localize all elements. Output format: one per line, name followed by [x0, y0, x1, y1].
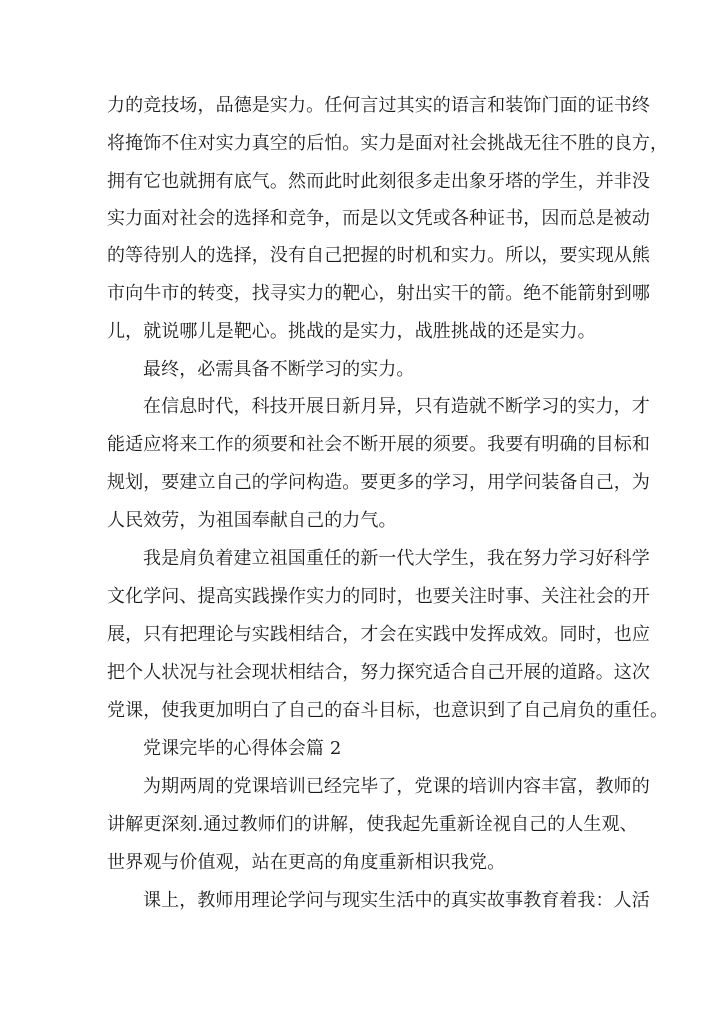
paragraph-line: 世界观与价值观，站在更高的角度重新相识我党。: [107, 852, 506, 873]
paragraph-line: 实力面对社会的选择和竞争，而是以文凭或各种证书，因而总是被动: [107, 208, 650, 229]
paragraph-line: 人民效劳，为祖国奉献自己的力气。: [107, 510, 397, 531]
paragraph-line: 的等待别人的选择，没有自己把握的时机和实力。所以，要实现从熊: [107, 245, 650, 266]
paragraph-line: 课上，教师用理论学问与现实生活中的真实故事教育着我：人活: [143, 890, 650, 911]
paragraph-line: 力的竞技场，品德是实力。任何言过其实的语言和装饰门面的证书终: [107, 95, 650, 116]
paragraph-line: 在信息时代，科技开展日新月异，只有造就不断学习的实力，才: [143, 396, 650, 417]
paragraph-line: 展，只有把理论与实践相结合，才会在实践中发挥成效。同时，也应: [107, 624, 650, 645]
paragraph-line: 为期两周的党课培训已经完毕了，党课的培训内容丰富，教师的: [143, 776, 650, 797]
section-heading: 党课完毕的心得体会篇 2: [143, 738, 342, 759]
paragraph-line: 将掩饰不住对实力真空的后怕。实力是面对社会挑战无往不胜的良方，: [107, 133, 669, 154]
paragraph-line: 规划，要建立自己的学问构造。要更多的学习，用学问装备自己，为: [107, 472, 650, 493]
paragraph-line: 儿，就说哪儿是靶心。挑战的是实力，战胜挑战的还是实力。: [107, 321, 596, 342]
paragraph-line: 讲解更深刻.通过教师们的讲解，使我起先重新诠视自己的人生观、: [107, 814, 638, 835]
paragraph-line: 把个人状况与社会现状相结合，努力探究适合自己开展的道路。这次: [107, 662, 650, 683]
paragraph-line: 文化学问、提高实践操作实力的同时，也要关注时事、关注社会的开: [107, 586, 650, 607]
paragraph-line: 拥有它也就拥有底气。然而此时此刻很多走出象牙塔的学生，并非没: [107, 171, 650, 192]
paragraph-line: 市向牛市的转变，找寻实力的靶心，射出实干的箭。绝不能箭射到哪: [107, 283, 650, 304]
paragraph-line: 我是肩负着建立祖国重任的新一代大学生，我在努力学习好科学: [143, 548, 650, 569]
paragraph-line: 党课，使我更加明白了自己的奋斗目标，也意识到了自己肩负的重任。: [107, 700, 669, 721]
paragraph-line: 能适应将来工作的须要和社会不断开展的须要。我要有明确的目标和: [107, 434, 650, 455]
paragraph-line: 最终，必需具备不断学习的实力。: [143, 359, 415, 380]
